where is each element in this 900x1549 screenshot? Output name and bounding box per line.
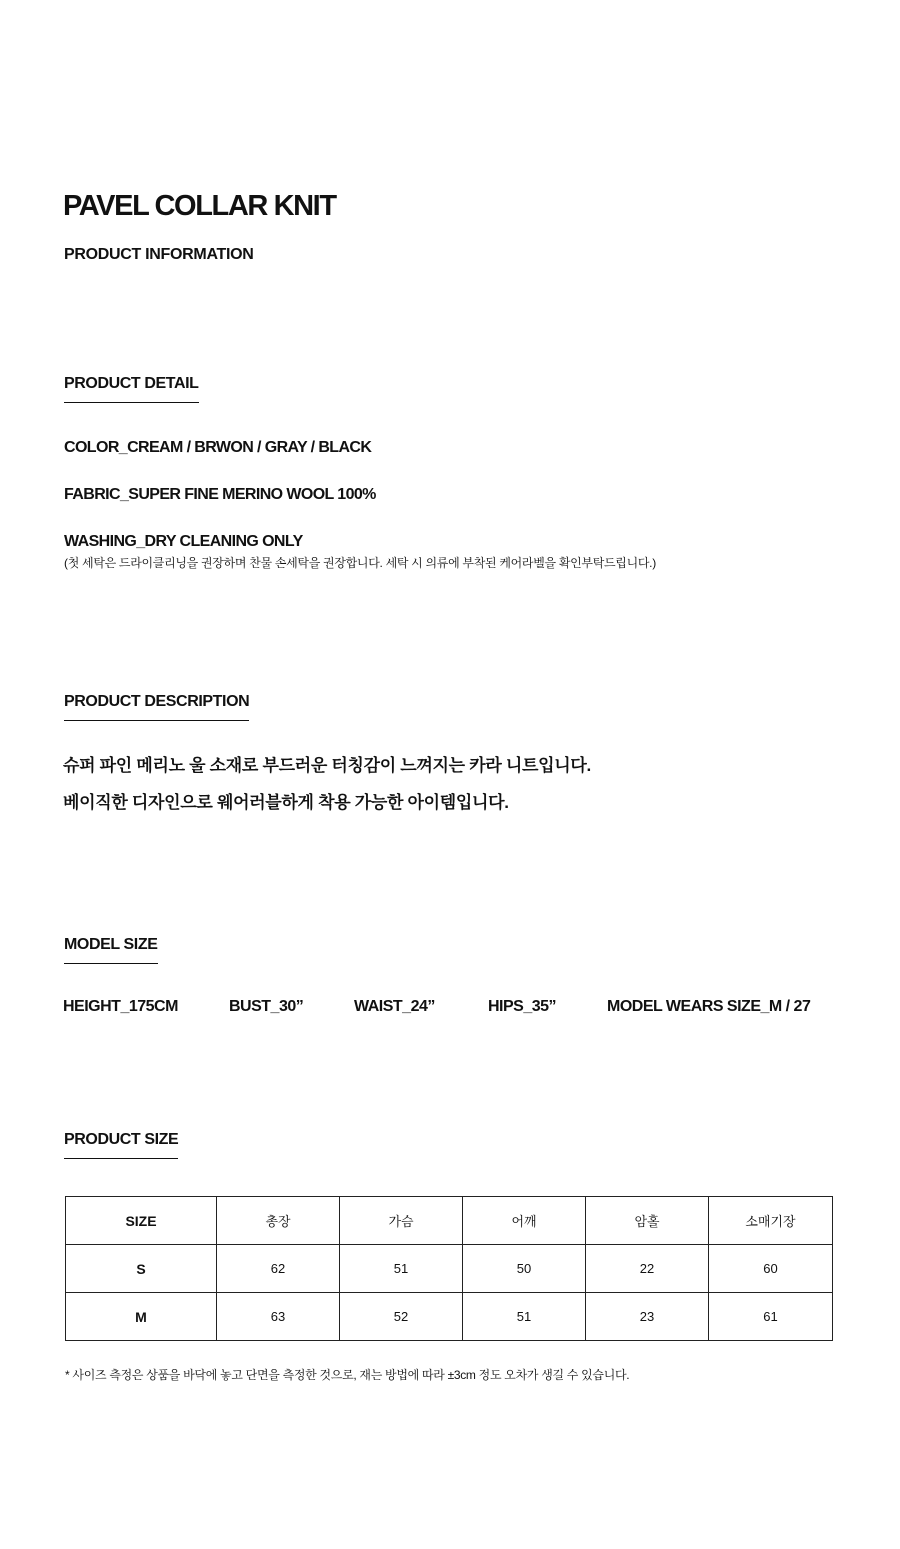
product-description-heading: PRODUCT DESCRIPTION <box>64 692 249 721</box>
table-cell: 22 <box>586 1245 709 1293</box>
product-information-label: PRODUCT INFORMATION <box>64 246 254 263</box>
header-sleeve-length: 소매기장 <box>709 1197 833 1245</box>
model-height: HEIGHT_175CM <box>63 998 178 1015</box>
model-size-heading: MODEL SIZE <box>64 935 158 964</box>
table-cell: 52 <box>340 1293 463 1341</box>
table-cell: 61 <box>709 1293 833 1341</box>
description-line-1: 슈퍼 파인 메리노 울 소재로 부드러운 터칭감이 느껴지는 카라 니트입니다. <box>63 756 591 775</box>
header-armhole: 암홀 <box>586 1197 709 1245</box>
table-row <box>66 1245 833 1293</box>
model-bust: BUST_30” <box>229 998 304 1015</box>
table-cell: 51 <box>340 1245 463 1293</box>
table-row <box>66 1293 833 1341</box>
description-line-2: 베이직한 디자인으로 웨어러블하게 착용 가능한 아이템입니다. <box>63 793 509 812</box>
table-cell: 60 <box>709 1245 833 1293</box>
size-table <box>65 1196 833 1341</box>
model-hips: HIPS_35” <box>488 998 557 1015</box>
header-shoulder: 어깨 <box>463 1197 586 1245</box>
header-chest: 가슴 <box>340 1197 463 1245</box>
size-label: S <box>66 1245 217 1293</box>
header-size: SIZE <box>66 1197 217 1245</box>
table-cell: 23 <box>586 1293 709 1341</box>
fabric-info: FABRIC_SUPER FINE MERINO WOOL 100% <box>64 486 376 503</box>
product-title: PAVEL COLLAR KNIT <box>63 190 336 222</box>
size-footnote: * 사이즈 측정은 상품을 바닥에 놓고 단면을 측정한 것으로, 재는 방법에 따라 ±3cm 정도 오차가 생길 수 있습니다. <box>65 1368 630 1382</box>
table-cell: 51 <box>463 1293 586 1341</box>
product-size-heading: PRODUCT SIZE <box>64 1130 178 1159</box>
product-detail-heading: PRODUCT DETAIL <box>64 374 199 403</box>
table-cell: 50 <box>463 1245 586 1293</box>
washing-note: (첫 세탁은 드라이클리닝을 권장하며 찬물 손세탁을 권장합니다. 세탁 시 의류에 부착된 케어라벨을 확인부탁드립니다.) <box>64 556 656 570</box>
size-label: M <box>66 1293 217 1341</box>
table-cell: 63 <box>217 1293 340 1341</box>
header-total-length: 총장 <box>217 1197 340 1245</box>
table-cell: 62 <box>217 1245 340 1293</box>
model-waist: WAIST_24” <box>354 998 435 1015</box>
washing-info: WASHING_DRY CLEANING ONLY <box>64 533 303 550</box>
model-wears-size: MODEL WEARS SIZE_M / 27 <box>607 998 811 1015</box>
size-table-header-row <box>66 1197 833 1245</box>
color-info: COLOR_CREAM / BRWON / GRAY / BLACK <box>64 439 372 456</box>
